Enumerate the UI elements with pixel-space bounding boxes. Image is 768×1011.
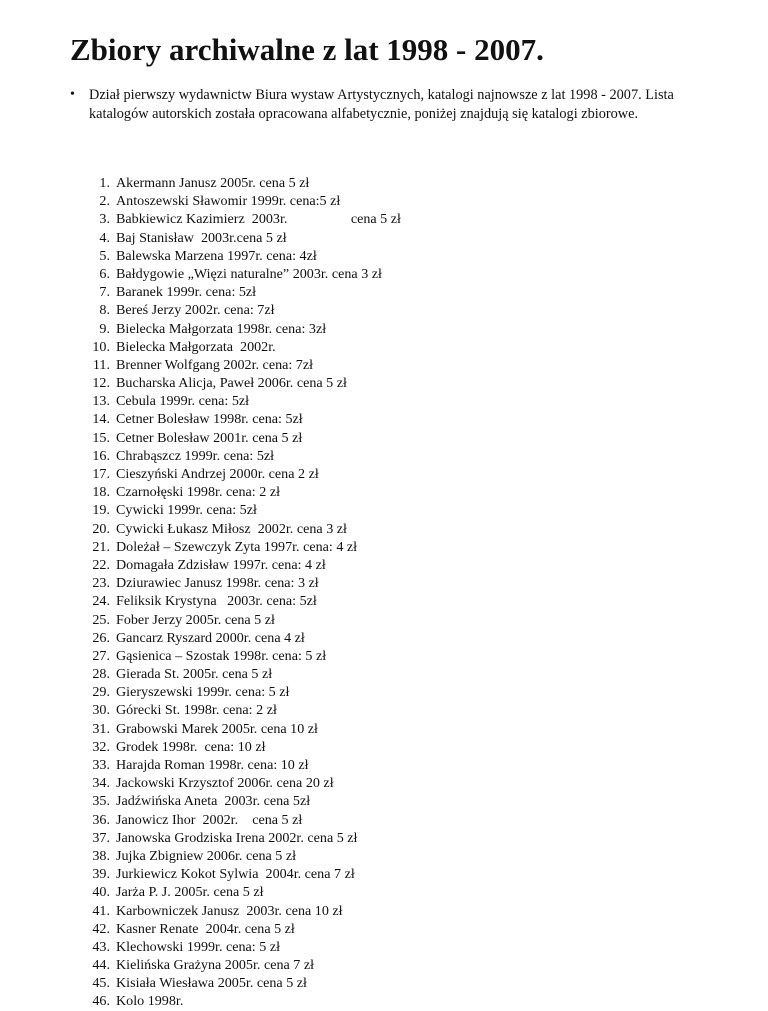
list-item-text: Fober Jerzy 2005r. cena 5 zł: [116, 611, 275, 628]
list-item-number: 46.: [92, 993, 110, 1010]
list-item-text: Janowska Grodziska Irena 2002r. cena 5 zł: [116, 829, 358, 846]
list-item-number: 40.: [92, 884, 110, 901]
list-item-number: 35.: [92, 793, 110, 810]
list-item-number: 4.: [99, 229, 110, 246]
list-item-number: 20.: [92, 520, 110, 537]
list-item-number: 25.: [92, 611, 110, 628]
list-item-number: 15.: [92, 429, 110, 446]
list-item-text: Bielecka Małgorzata 1998r. cena: 3zł: [116, 320, 327, 337]
list-item-text: Harajda Roman 1998r. cena: 10 zł: [116, 757, 309, 773]
list-item-number: 16.: [92, 447, 110, 464]
list-item-text: Feliksik Krystyna 2003r. cena: 5zł: [116, 593, 317, 610]
list-item-number: 27.: [92, 647, 110, 664]
list-item-text: Bereś Jerzy 2002r. cena: 7zł: [116, 302, 275, 319]
list-item-number: 43.: [92, 938, 110, 955]
list-item-text: Kasner Renate 2004r. cena 5 zł: [116, 920, 295, 937]
list-item-number: 33.: [92, 757, 110, 773]
list-item-text: Jackowski Krzysztof 2006r. cena 20 zł: [116, 775, 334, 792]
list-item-number: 13.: [92, 393, 110, 410]
list-item-text: Domagała Zdzisław 1997r. cena: 4 zł: [116, 556, 326, 573]
list-item-text: Kisiała Wiesława 2005r. cena 5 zł: [116, 975, 307, 992]
list-item-number: 10.: [92, 338, 110, 355]
list-item-number: 5.: [99, 247, 110, 264]
list-item-number: 12.: [92, 375, 110, 392]
list-item-number: 2.: [99, 193, 110, 210]
list-item-number: 39.: [92, 866, 110, 883]
bullet-icon: •: [70, 87, 75, 102]
list-item-text: Jadźwińska Aneta 2003r. cena 5zł: [116, 793, 311, 810]
list-item-text: Gierada St. 2005r. cena 5 zł: [116, 666, 273, 683]
list-item-text: Baranek 1999r. cena: 5zł: [116, 284, 257, 301]
list-item-number: 7.: [99, 284, 110, 301]
list-item-text: Chrabąszcz 1999r. cena: 5zł: [116, 447, 275, 464]
list-item-number: 19.: [92, 502, 110, 519]
list-item-text: Balewska Marzena 1997r. cena: 4zł: [116, 247, 317, 264]
list-item-text: Cebula 1999r. cena: 5zł: [116, 393, 250, 410]
list-item-number: 32.: [92, 738, 110, 755]
list-item-number: 45.: [92, 975, 110, 992]
list-item-text: Cetner Bolesław 2001r. cena 5 zł: [116, 429, 303, 446]
list-item-text: Gąsienica – Szostak 1998r. cena: 5 zł: [116, 647, 327, 664]
list-item-text: Cywicki 1999r. cena: 5zł: [116, 502, 257, 519]
list-item-text: Bucharska Alicja, Paweł 2006r. cena 5 zł: [116, 375, 347, 392]
list-item-text: Kielińska Grażyna 2005r. cena 7 zł: [116, 957, 315, 974]
list-item-text: Doleżał – Szewczyk Zyta 1997r. cena: 4 zł: [116, 538, 358, 555]
list-item-number: 28.: [92, 666, 110, 683]
list-item-text: Baj Stanisław 2003r.cena 5 zł: [116, 229, 287, 246]
list-item-number: 31.: [92, 720, 110, 737]
list-item-text: Bałdygowie „Więzi naturalne” 2003r. cena 3 zł: [116, 265, 382, 282]
list-item-number: 29.: [92, 684, 110, 701]
list-item-text: Grodek 1998r. cena: 10 zł: [116, 738, 266, 755]
list-item-number: 8.: [99, 302, 110, 319]
list-item-text: Dziurawiec Janusz 1998r. cena: 3 zł: [116, 575, 319, 592]
list-item-text: Janowicz Ihor 2002r. cena 5 zł: [116, 811, 303, 828]
list-item-number: 18.: [92, 484, 110, 501]
list-item-number: 22.: [92, 556, 110, 573]
list-item-number: 14.: [92, 411, 110, 428]
list-item-number: 34.: [92, 775, 110, 792]
list-item-text: Gancarz Ryszard 2000r. cena 4 zł: [116, 629, 305, 646]
list-item-number: 30.: [92, 702, 110, 719]
list-item-text: Grabowski Marek 2005r. cena 10 zł: [116, 720, 318, 737]
list-item-text: Bielecka Małgorzata 2002r.: [116, 338, 276, 355]
list-item-number: 42.: [92, 920, 110, 937]
list-item-number: 9.: [99, 320, 110, 337]
list-item-number: 41.: [92, 902, 110, 919]
list-item-text: Gieryszewski 1999r. cena: 5 zł: [116, 684, 290, 701]
list-item-text: Jarża P. J. 2005r. cena 5 zł: [116, 884, 264, 901]
list-item-number: 38.: [92, 847, 110, 864]
list-item-text: Cieszyński Andrzej 2000r. cena 2 zł: [116, 466, 319, 482]
page-title: Zbiory archiwalne z lat 1998 - 2007.: [70, 32, 544, 67]
list-item-text: Górecki St. 1998r. cena: 2 zł: [116, 702, 277, 719]
list-item-text: Brenner Wolfgang 2002r. cena: 7zł: [116, 356, 314, 373]
list-item-number: 36.: [92, 811, 110, 828]
intro-paragraph: Dział pierwszy wydawnictw Biura wystaw Artystycznych, katalogi najnowsze z lat 1998 - 2007. Lista katalogów autorskich została opracowana alfabetycznie, poniżej znajdują się katalogi zbiorowe.: [89, 87, 674, 122]
list-item-text: Kolo 1998r.: [116, 993, 184, 1010]
list-item-text: Cywicki Łukasz Miłosz 2002r. cena 3 zł: [116, 520, 347, 537]
list-item-text: Jurkiewicz Kokot Sylwia 2004r. cena 7 zł: [116, 866, 355, 883]
list-item-number: 3.: [99, 211, 110, 228]
list-item-text: Jujka Zbigniew 2006r. cena 5 zł: [116, 847, 297, 864]
list-item-text: Cetner Bolesław 1998r. cena: 5zł: [116, 411, 303, 428]
list-item-text: Czarnołęski 1998r. cena: 2 zł: [116, 484, 280, 501]
list-item-text: Antoszewski Sławomir 1999r. cena:5 zł: [116, 193, 341, 210]
list-item-number: 23.: [92, 575, 110, 592]
list-item-text: Klechowski 1999r. cena: 5 zł: [116, 938, 280, 955]
list-item-number: 6.: [99, 265, 110, 282]
list-item-number: 11.: [92, 356, 110, 373]
list-item-text: Babkiewicz Kazimierz 2003r. cena 5 zł: [116, 211, 401, 228]
list-item-number: 26.: [92, 629, 110, 646]
list-item-text: Akermann Janusz 2005r. cena 5 zł: [116, 175, 310, 191]
list-item-number: 1.: [99, 175, 110, 191]
list-item-number: 17.: [92, 466, 110, 482]
list-item-number: 21.: [92, 538, 110, 555]
list-item-number: 24.: [92, 593, 110, 610]
list-item-number: 37.: [92, 829, 110, 846]
list-item-number: 44.: [92, 957, 110, 974]
list-item-text: Karbowniczek Janusz 2003r. cena 10 zł: [116, 902, 343, 919]
